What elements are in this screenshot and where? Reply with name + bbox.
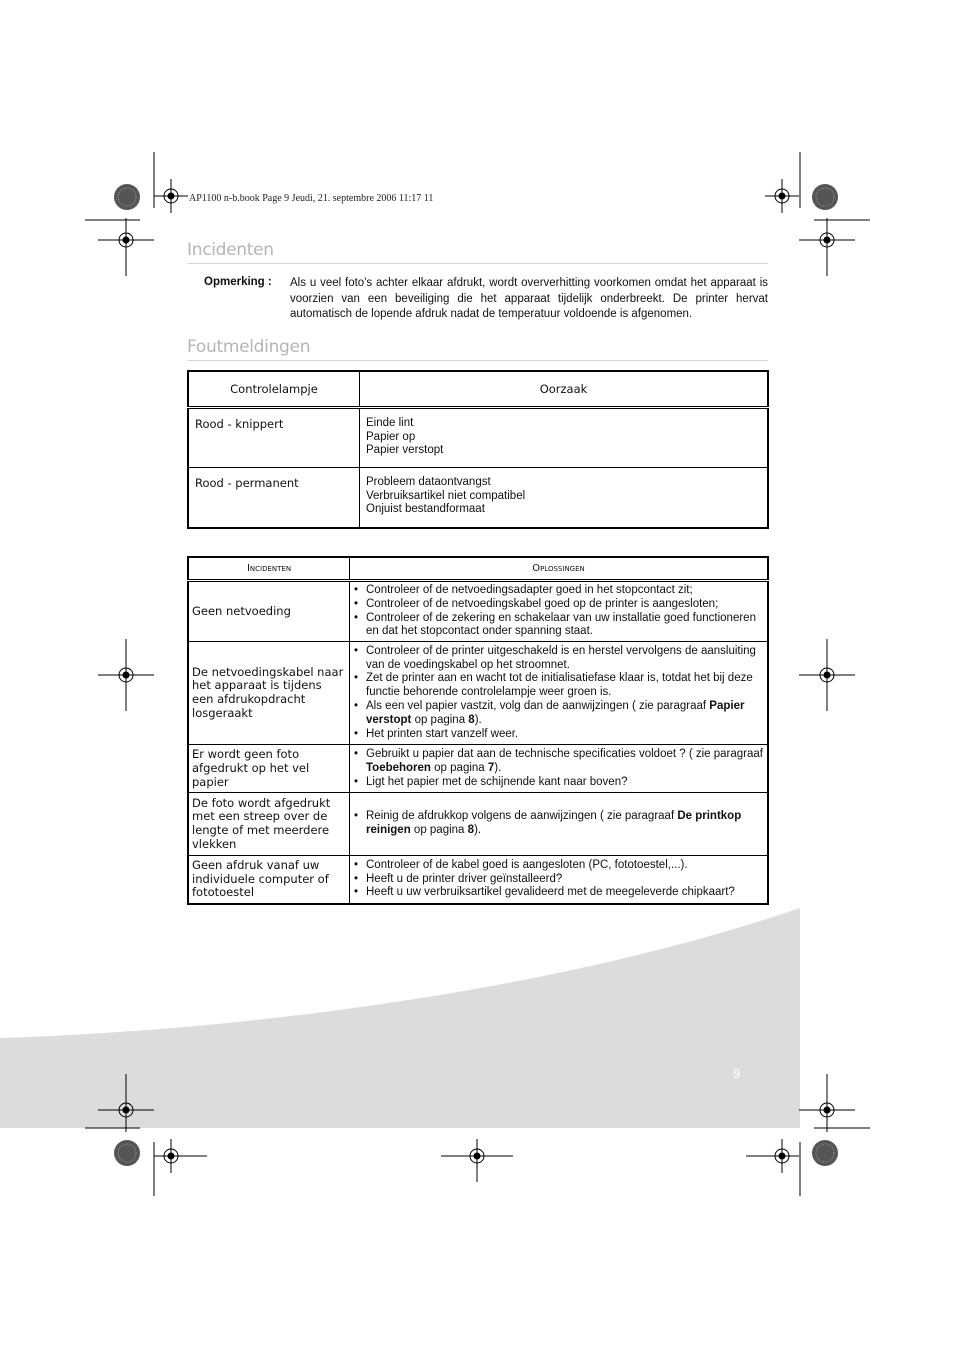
cross-reference: De printkop reinigen (366, 810, 742, 837)
table-header-row (188, 557, 768, 581)
table-row (188, 745, 768, 793)
table-row (188, 642, 768, 745)
cross-reference: Papier verstopt (366, 700, 745, 726)
solution-item (353, 748, 764, 776)
section-rule (187, 360, 768, 361)
column-header-incidenten: Incidenten (188, 557, 350, 581)
column-header-oorzaak: Oorzaak (360, 371, 769, 408)
solution-item: • Zet de printer aan en wacht tot de initialisatiefase klaar is, totdat het bij deze functie behorende controlelampje weer groen is. (353, 672, 764, 700)
solution-cell (350, 581, 769, 642)
incident-solution-table (187, 556, 769, 905)
cause-item: Verbruiksartikel niet compatibel (366, 489, 526, 502)
solution-item: • Controleer of de kabel goed is aangesloten (PC, fototoestel,...). (353, 859, 764, 873)
incident-cell: Er wordt geen foto afgedrukt op het vel papier (188, 745, 350, 793)
solution-text: op pagina (430, 761, 488, 774)
solution-item: • Ligt het papier met de schijnende kant naar boven? (353, 776, 764, 790)
cause-item: Papier op (366, 430, 416, 443)
solution-text: Reinig de afdrukkop volgens de aanwijzingen ( zie paragraaf (366, 810, 678, 823)
incident-cell: De foto wordt afgedrukt met een streep over de lengte of met meerdere vlekken (188, 793, 350, 856)
page-reference: 8 (467, 824, 475, 837)
solution-text: ). (474, 824, 482, 837)
section-title-incidenten: Incidenten (187, 240, 274, 260)
section-title-foutmeldingen: Foutmeldingen (187, 337, 311, 357)
solution-item: • Het printen start vanzelf weer. (353, 728, 764, 742)
cause-item: Probleem dataontvangst (366, 476, 491, 488)
solution-item: • Controleer of de netvoedingsadapter goed in het stopcontact zit; (353, 584, 764, 598)
note-text: Als u veel foto's achter elkaar afdrukt, wordt oververhitting voorkomen omdat het apparaat is voorzien van een beveiliging die het apparaat tijdelijk onderbreekt. De printer hervat automatisch de lopende afdruk nadat de temperatuur voldoende is afgenomen. (290, 277, 768, 320)
solution-cell (350, 642, 769, 745)
cause-item: Onjuist bestandformaat (366, 503, 485, 515)
incident-cell: Geen afdruk vanaf uw individuele computer of fototoestel (188, 856, 350, 904)
solution-item: • Controleer of de netvoedingskabel goed op de printer is aangesloten; (353, 598, 764, 612)
page-reference: 7 (487, 761, 495, 774)
solution-item (353, 700, 764, 728)
column-header-controlelampje: Controlelampje (188, 371, 360, 408)
page-reference: 8 (468, 713, 475, 726)
solution-text: op pagina (410, 824, 468, 837)
table-row (188, 793, 768, 856)
error-indicator-table (187, 370, 769, 529)
incident-cell: Geen netvoeding (188, 581, 350, 642)
solution-item: • Heeft u uw verbruiksartikel gevalideerd met de meegeleverde chipkaart? (353, 886, 764, 900)
solution-text: Gebruikt u papier dat aan de technische specificaties voldoet ? ( zie paragraaf (366, 747, 763, 760)
section-rule (187, 263, 768, 264)
note-label: Opmerking : (204, 276, 272, 288)
solution-text: Als een vel papier vastzit, volg dan de aanwijzingen ( zie paragraaf (366, 700, 707, 713)
table-row (188, 856, 768, 904)
table-row (188, 581, 768, 642)
solution-text: ). (474, 713, 482, 726)
cause-list (360, 408, 769, 468)
solution-cell (350, 745, 769, 793)
cause-item: Papier verstopt (366, 444, 444, 456)
cross-reference: Toebehoren (366, 761, 431, 774)
solution-item: • Controleer of de zekering en schakelaar van uw installatie goed functioneren en dat het stopcontact onder spanning staat. (353, 612, 764, 640)
table-header-row (188, 371, 768, 408)
cause-list (360, 468, 769, 528)
print-header-line: AP1100 n-b.book Page 9 Jeudi, 21. septembre 2006 11:17 11 (189, 193, 434, 204)
page-number: 9 (733, 1066, 741, 1081)
solution-text: ). (494, 761, 502, 774)
solution-item: • Controleer of de printer uitgeschakeld is en herstel vervolgens de aansluiting van de voedingskabel op het stroomnet. (353, 645, 764, 673)
solution-item (353, 810, 764, 838)
lamp-status: Rood - permanent (188, 468, 360, 528)
solution-cell (350, 793, 769, 856)
column-header-oplossingen: Oplossingen (350, 557, 769, 581)
table-row (188, 468, 768, 528)
lamp-status: Rood - knippert (188, 408, 360, 468)
incident-cell: De netvoedingskabel naar het apparaat is tijdens een afdrukopdracht losgeraakt (188, 642, 350, 745)
solution-item: • Heeft u de printer driver geïnstalleerd? (353, 873, 764, 887)
solution-cell (350, 856, 769, 904)
table-row (188, 408, 768, 468)
cause-item: Einde lint (366, 417, 414, 429)
solution-text: op pagina (411, 713, 469, 726)
